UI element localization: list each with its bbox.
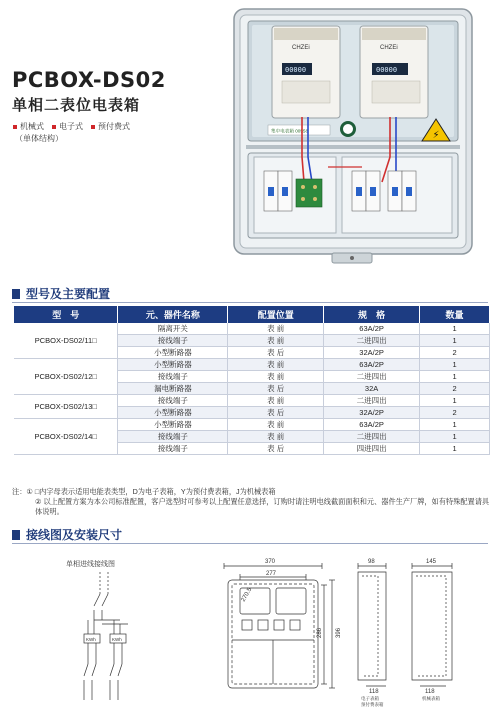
header-model: 型 号: [14, 306, 118, 323]
kwh-label-2: KWh: [112, 637, 122, 642]
meter-1-display: 00000: [285, 66, 307, 74]
note-line: 注：① □内字母表示适用电能表类型，D为电子表箱，Y为预付费表箱，J为机械表箱: [12, 487, 276, 496]
product-name: 单相二表位电表箱: [12, 96, 141, 114]
side-view-electronic-drawing: [358, 563, 386, 686]
meter-2-brand: CHZEi: [380, 45, 398, 51]
side-note-prepaid: 预付费表箱: [361, 702, 384, 707]
header-qty: 数量: [420, 306, 490, 323]
note-line: 体说明。: [35, 507, 64, 516]
table-row: 漏电断路器 表 后 32A 2: [14, 383, 490, 395]
table-row: PCBOX-DS02/11□ 隔离开关 表 前 63A/2P 1: [14, 323, 490, 335]
front-view-drawing: [224, 563, 335, 688]
model-cell: PCBOX-DS02/11□: [14, 323, 118, 359]
meter-1-brand: CHZEi: [292, 45, 310, 51]
table-row: PCBOX-DS02/14□ 小型断路器 表 前 63A/2P 1: [14, 419, 490, 431]
model-cell: PCBOX-DS02/13□: [14, 395, 118, 419]
dim-396-label: 396: [336, 627, 342, 638]
dim-118-label-2: 118: [425, 689, 435, 695]
side-note-mechanical: 机械表箱: [422, 696, 440, 701]
feature-item: 预付费式: [91, 121, 130, 132]
model-cell: PCBOX-DS02/12□: [14, 359, 118, 395]
table-row: 接线端子 表 前 二进四出 1: [14, 371, 490, 383]
table-row: 接线端子 表 前 二进四出 1: [14, 335, 490, 347]
product-model-title: PCBOX-DS02: [12, 68, 166, 92]
dim-286-label: 286: [317, 627, 323, 638]
section-config-heading: 型号及主要配置: [12, 285, 110, 302]
dim-98-label: 98: [368, 559, 375, 565]
wiring-diagram: [84, 572, 128, 700]
table-row: 小型断路器 表 后 32A/2P 2: [14, 347, 490, 359]
model-cell: PCBOX-DS02/14□: [14, 419, 118, 455]
table-row: 接线端子 表 后 四进四出 1: [14, 443, 490, 455]
header-component: 元、器件名称: [118, 306, 228, 323]
wiring-diagram-title: 单相进线接线图: [66, 561, 115, 568]
dim-118-label-1: 118: [369, 689, 379, 695]
feature-item: 机械式: [13, 121, 44, 132]
side-note-electronic: 电子表箱: [361, 696, 379, 701]
note-line: ② 以上配置方案为本公司标准配置，客户选型时可参考以上配置任意选择，订购时请注明电线截面面积和元、器件生产厂牌，如有特殊配置请具: [35, 497, 490, 506]
table-row: 小型断路器 表 后 32A/2P 2: [14, 407, 490, 419]
structure-note: （单体结构）: [15, 134, 63, 143]
section-drawing-heading: 接线图及安装尺寸: [12, 526, 122, 543]
kwh-label-1: KWh: [86, 637, 96, 642]
svg-text:⚡: ⚡: [432, 130, 440, 141]
dim-270-5-label: 270.5: [240, 586, 254, 603]
table-row: 接线端子 表 前 二进四出 1: [14, 431, 490, 443]
side-view-mechanical-drawing: [412, 563, 452, 686]
header-position: 配置位置: [228, 306, 324, 323]
label-strip: 集中电表箱 00558: [271, 128, 309, 134]
table-row: PCBOX-DS02/13□ 接线端子 表 前 二进四出 1: [14, 395, 490, 407]
meter-2-display: 00000: [376, 66, 398, 74]
dim-145-label: 145: [426, 559, 437, 565]
dim-277-label: 277: [266, 571, 277, 577]
header-spec: 规 格: [324, 306, 420, 323]
dim-370-label: 370: [265, 559, 276, 565]
table-row: PCBOX-DS02/12□ 小型断路器 表 前 63A/2P 1: [14, 359, 490, 371]
feature-item: 电子式: [52, 121, 83, 132]
